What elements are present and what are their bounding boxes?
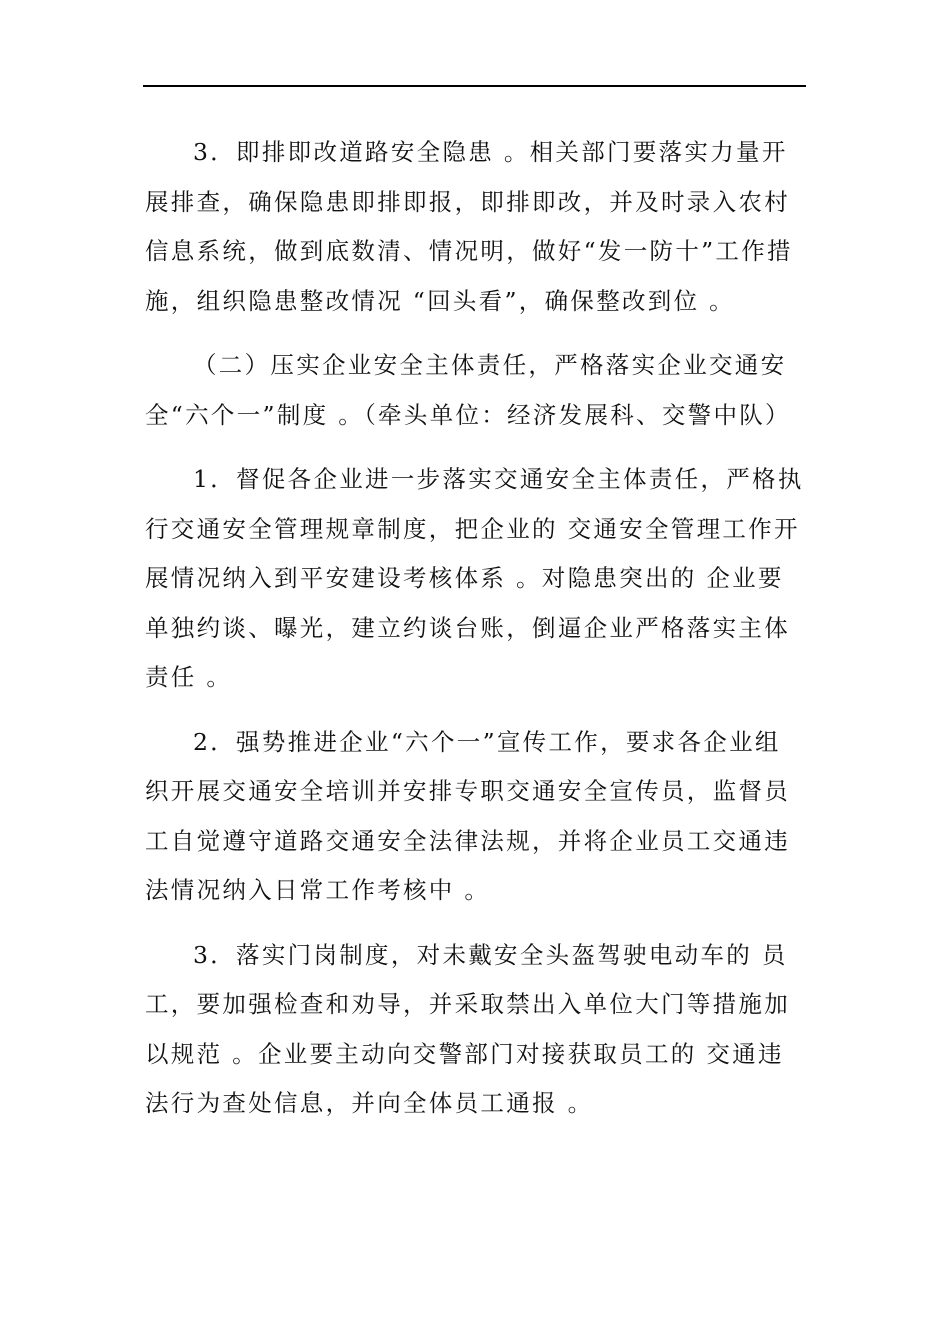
paragraph-item-3-gate-system: 3．落实门岗制度，对未戴安全头盔驾驶电动车的 员工，要加强检查和劝导，并采取禁出入单位大门等措施加以规范 。企业要主动向交警部门对接获取员工的 交通违法行为查处信息，并向全体员工通报 。 bbox=[145, 940, 790, 1117]
paragraph-item-3-hazard-rectification: 3．即排即改道路安全隐患 。相关部门要落实力量开展排查，确保隐患即排即报，即排即改，并及时录入农村信息系统，做到底数清、情况明，做好“发一防十”工作措施，组织隐患整改情况 “回头看”，确保整改到位 。 bbox=[145, 138, 793, 315]
document-body bbox=[145, 128, 805, 1144]
section-heading-enterprise-responsibility: （二）压实企业安全主体责任，严格落实企业交通安全“六个一”制度 。（牵头单位：经济发展科、交警中队） bbox=[145, 351, 791, 429]
paragraph-item-1-supervise-enterprises: 1．督促各企业进一步落实交通安全主体责任，严格执行交通安全管理规章制度，把企业的 交通安全管理工作开展情况纳入到平安建设考核体系 。对隐患突出的 企业要单独约谈、曝光，建立约谈台账，倒逼企业严格落实主体责任 。 bbox=[145, 465, 804, 691]
header-rule bbox=[143, 85, 806, 87]
paragraph-item-2-publicity-work: 2．强势推进企业“六个一”宣传工作，要求各企业组织开展交通安全培训并安排专职交通安全宣传员，监督员工自觉遵守道路交通安全法律法规，并将企业员工交通违法情况纳入日常工作考核中 。 bbox=[145, 727, 790, 904]
